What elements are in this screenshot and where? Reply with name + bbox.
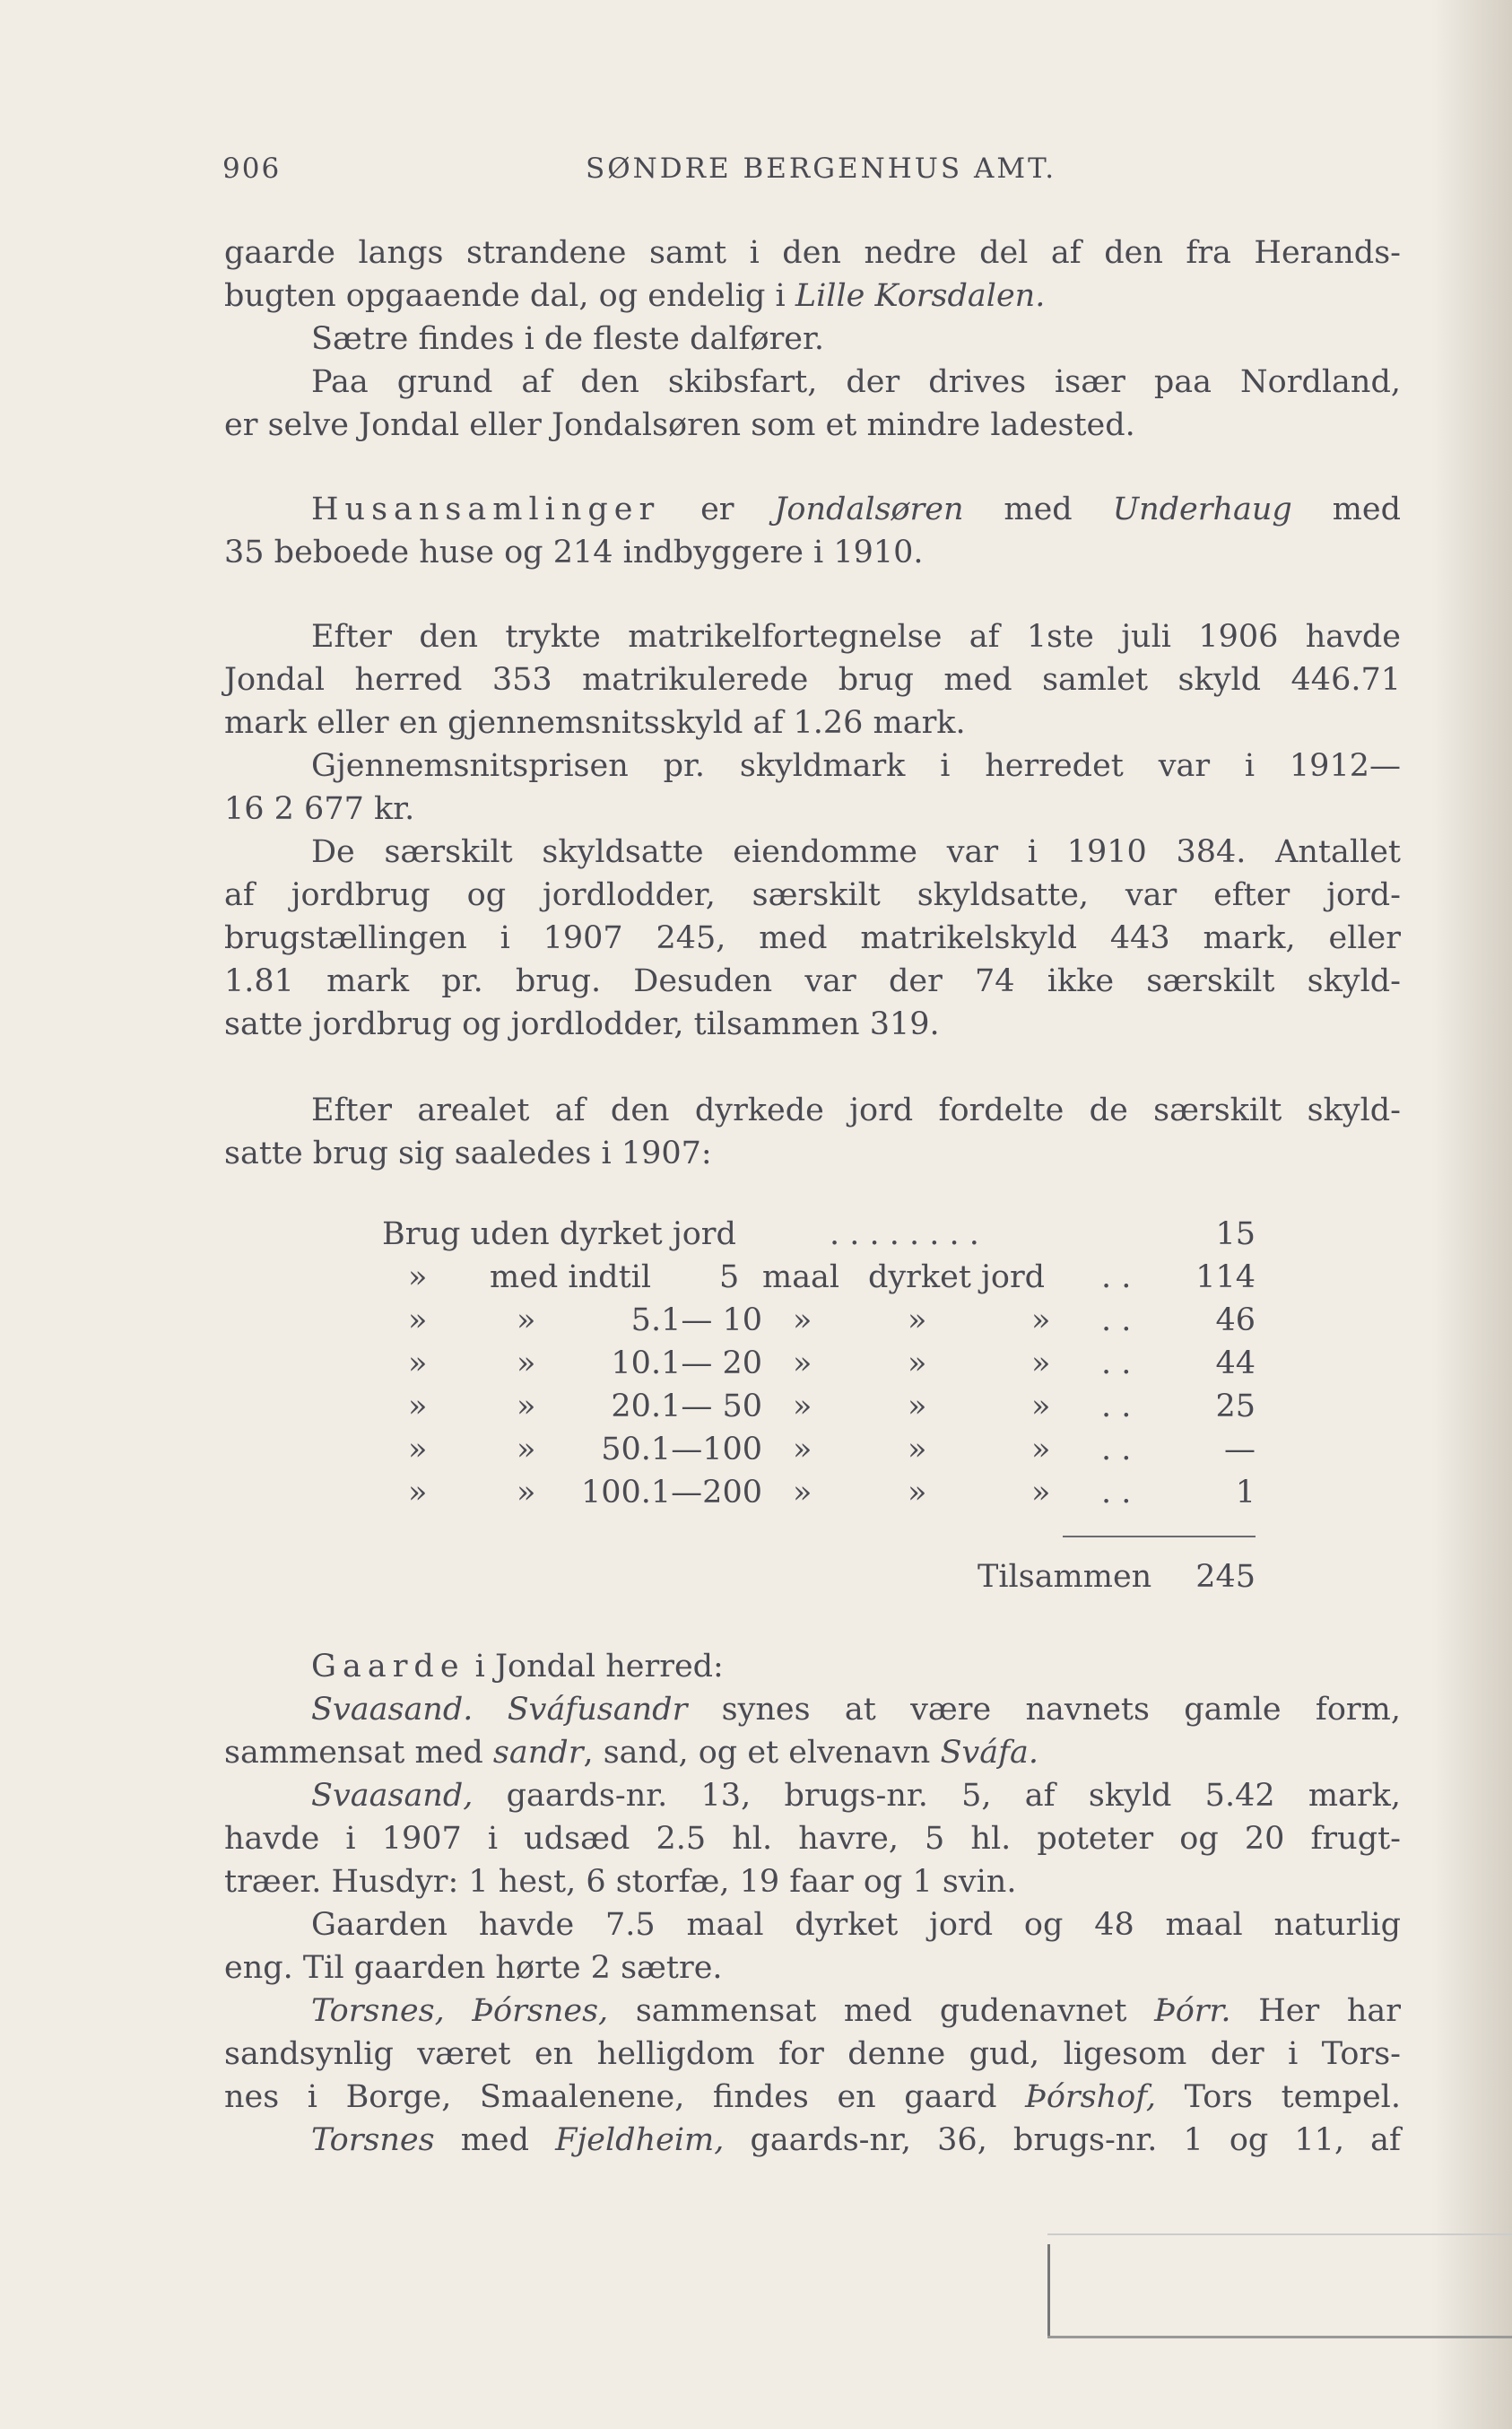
ditto-mark: » <box>408 1345 428 1381</box>
stamp-bottom-edge <box>1047 2336 1512 2338</box>
row-value: 1 <box>1235 1475 1256 1511</box>
page-header <box>222 152 1431 197</box>
ditto-mark: » <box>793 1475 812 1511</box>
ditto-mark: » <box>908 1475 927 1511</box>
table-row <box>224 1389 1256 1432</box>
text-line: 1.81 mark pr. brug. Desuden var der 74 ikke særskilt skyld- <box>224 963 1401 999</box>
ditto-mark: » <box>517 1302 536 1338</box>
range-value: 5.1— 10 <box>630 1302 762 1338</box>
row-value: 44 <box>1215 1345 1256 1381</box>
ditto-mark: » <box>793 1302 812 1338</box>
text-line: satte jordbrug og jordlodder, tilsammen 319. <box>224 1006 940 1042</box>
paragraph-5 <box>224 1089 1401 1175</box>
row-label: Brug uden dyrket jord <box>382 1216 736 1252</box>
text-line: Torsnes med Fjeldheim, gaards-nr, 36, brugs-nr. 1 og 11, af <box>311 2122 1401 2158</box>
ditto-mark: » <box>908 1345 927 1381</box>
ditto-mark: » <box>793 1389 812 1424</box>
ditto-mark: » <box>1031 1302 1051 1338</box>
text-line: Gjennemsnitsprisen pr. skyldmark i herredet var i 1912— <box>311 748 1401 784</box>
paragraph-2 <box>224 361 1401 447</box>
text-line: mark eller en gjennemsnitsskyld af 1.26 mark. <box>224 705 966 741</box>
range-value: 5 <box>719 1259 740 1295</box>
ditto-mark: » <box>408 1432 428 1467</box>
table-row <box>224 1302 1256 1345</box>
ditto-mark: » <box>408 1389 428 1424</box>
stamp-left-edge <box>1047 2244 1050 2338</box>
row-value: 46 <box>1215 1302 1256 1338</box>
row-label-2: dyrket jord <box>868 1259 1046 1295</box>
page-number: 906 <box>222 152 282 185</box>
text-line: eng. Til gaarden hørte 2 sætre. <box>224 1950 723 1986</box>
range-value: 50.1—100 <box>601 1432 762 1467</box>
text-line: sandsynlig været en helligdom for denne gud, ligesom der i Tors- <box>224 2036 1401 2072</box>
text-line: Sætre findes i de fleste dalfører. <box>311 321 825 357</box>
ditto-mark: » <box>793 1432 812 1467</box>
running-title: SØNDRE BERGENHUS AMT. <box>586 152 1057 185</box>
leader-dots: . . <box>1101 1432 1132 1467</box>
row-value: 25 <box>1215 1389 1256 1424</box>
text-line: Svaasand, gaards-nr. 13, brugs-nr. 5, af skyld 5.42 mark, <box>311 1778 1401 1814</box>
text-line: satte brug sig saaledes i 1907: <box>224 1136 712 1171</box>
ditto-mark: » <box>408 1302 428 1338</box>
paragraph-1 <box>224 231 1401 361</box>
library-stamp-mark <box>1047 2233 1512 2341</box>
text-line: Efter arealet af den dyrkede jord fordelte de særskilt skyld- <box>311 1093 1401 1128</box>
total-rule <box>1063 1536 1256 1537</box>
text-line: Paa grund af den skibsfart, der drives især paa Nordland, <box>311 364 1401 400</box>
ditto-mark: » <box>793 1345 812 1381</box>
row-value: 15 <box>1215 1216 1256 1252</box>
range-value: 10.1— 20 <box>611 1345 762 1381</box>
text-line: er selve Jondal eller Jondalsøren som et mindre ladested. <box>224 407 1135 443</box>
text-line: bugten opgaaende dal, og endelig i Lille Korsdalen. <box>224 278 1046 314</box>
leader-dots: . . <box>1101 1302 1132 1338</box>
ditto-mark: » <box>1031 1475 1051 1511</box>
text-line: Husansamlinger er Jondalsøren med Underhaug med <box>311 492 1401 527</box>
ditto-mark: » <box>1031 1345 1051 1381</box>
ditto-mark: » <box>517 1389 536 1424</box>
range-value: 20.1— 50 <box>611 1389 762 1424</box>
paragraph-6 <box>224 1645 1401 2162</box>
total-row <box>224 1559 1256 1602</box>
text-line: Svaasand. Sváfusandr synes at være navnets gamle form, <box>311 1692 1401 1728</box>
text-line: Torsnes, Þórsnes, sammensat med gudenavnet Þórr. Her har <box>311 1993 1401 2029</box>
ditto-mark: » <box>1031 1389 1051 1424</box>
ditto-mark: » <box>408 1259 428 1295</box>
text-line: 35 beboede huse og 214 indbyggere i 1910. <box>224 535 924 570</box>
text-line: nes i Borge, Smaalenene, findes en gaard Þórshof, Tors tempel. <box>224 2079 1401 2115</box>
text-line: af jordbrug og jordlodder, særskilt skyldsatte, var efter jord- <box>224 877 1401 913</box>
text-line: De særskilt skyldsatte eiendomme var i 1910 384. Antallet <box>311 834 1401 870</box>
text-line: Efter den trykte matrikelfortegnelse af 1ste juli 1906 havde <box>311 619 1401 655</box>
leader-dots: . . . . . . . . <box>830 1216 979 1252</box>
row-value: — <box>1224 1432 1256 1467</box>
ditto-mark: » <box>908 1389 927 1424</box>
leader-dots: . . <box>1101 1389 1132 1424</box>
section-heading: Gaarde i Jondal herred: <box>311 1649 724 1685</box>
leader-dots: . . <box>1101 1259 1132 1295</box>
text-line: Jondal herred 353 matrikulerede brug med samlet skyld 446.71 <box>224 662 1401 698</box>
unit-label: maal <box>762 1259 840 1295</box>
row-label: med indtil <box>490 1259 652 1295</box>
table-row <box>224 1432 1256 1475</box>
ditto-mark: » <box>517 1432 536 1467</box>
paragraph-4 <box>224 615 1401 1046</box>
range-value: 100.1—200 <box>580 1475 762 1511</box>
ditto-mark: » <box>908 1432 927 1467</box>
table-row <box>224 1475 1256 1518</box>
text-line: brugstællingen i 1907 245, med matrikelskyld 443 mark, eller <box>224 920 1401 956</box>
text-line: Gaarden havde 7.5 maal dyrket jord og 48 maal naturlig <box>311 1907 1401 1943</box>
row-value: 114 <box>1195 1259 1256 1295</box>
text-line: havde i 1907 i udsæd 2.5 hl. havre, 5 hl. poteter og 20 frugt- <box>224 1821 1401 1857</box>
ditto-mark: » <box>1031 1432 1051 1467</box>
text-line: gaarde langs strandene samt i den nedre del af den fra Herands- <box>224 235 1401 271</box>
page-edge-shadow <box>1431 0 1512 2429</box>
text-line: sammensat med sandr, sand, og et elvenavn Sváfa. <box>224 1735 1039 1771</box>
ditto-mark: » <box>517 1475 536 1511</box>
ditto-mark: » <box>408 1475 428 1511</box>
ditto-mark: » <box>517 1345 536 1381</box>
table-row <box>224 1216 1256 1259</box>
text-line: 16 2 677 kr. <box>224 791 415 827</box>
text-line: træer. Husdyr: 1 hest, 6 storfæ, 19 faar og 1 svin. <box>224 1864 1017 1900</box>
stamp-top-edge <box>1047 2233 1512 2235</box>
ditto-mark: » <box>908 1302 927 1338</box>
table-row <box>224 1345 1256 1389</box>
total-label: Tilsammen <box>978 1559 1152 1595</box>
leader-dots: . . <box>1101 1345 1132 1381</box>
table-row <box>224 1259 1256 1302</box>
paragraph-3 <box>224 488 1401 574</box>
leader-dots: . . <box>1101 1475 1132 1511</box>
total-value: 245 <box>1195 1559 1256 1595</box>
